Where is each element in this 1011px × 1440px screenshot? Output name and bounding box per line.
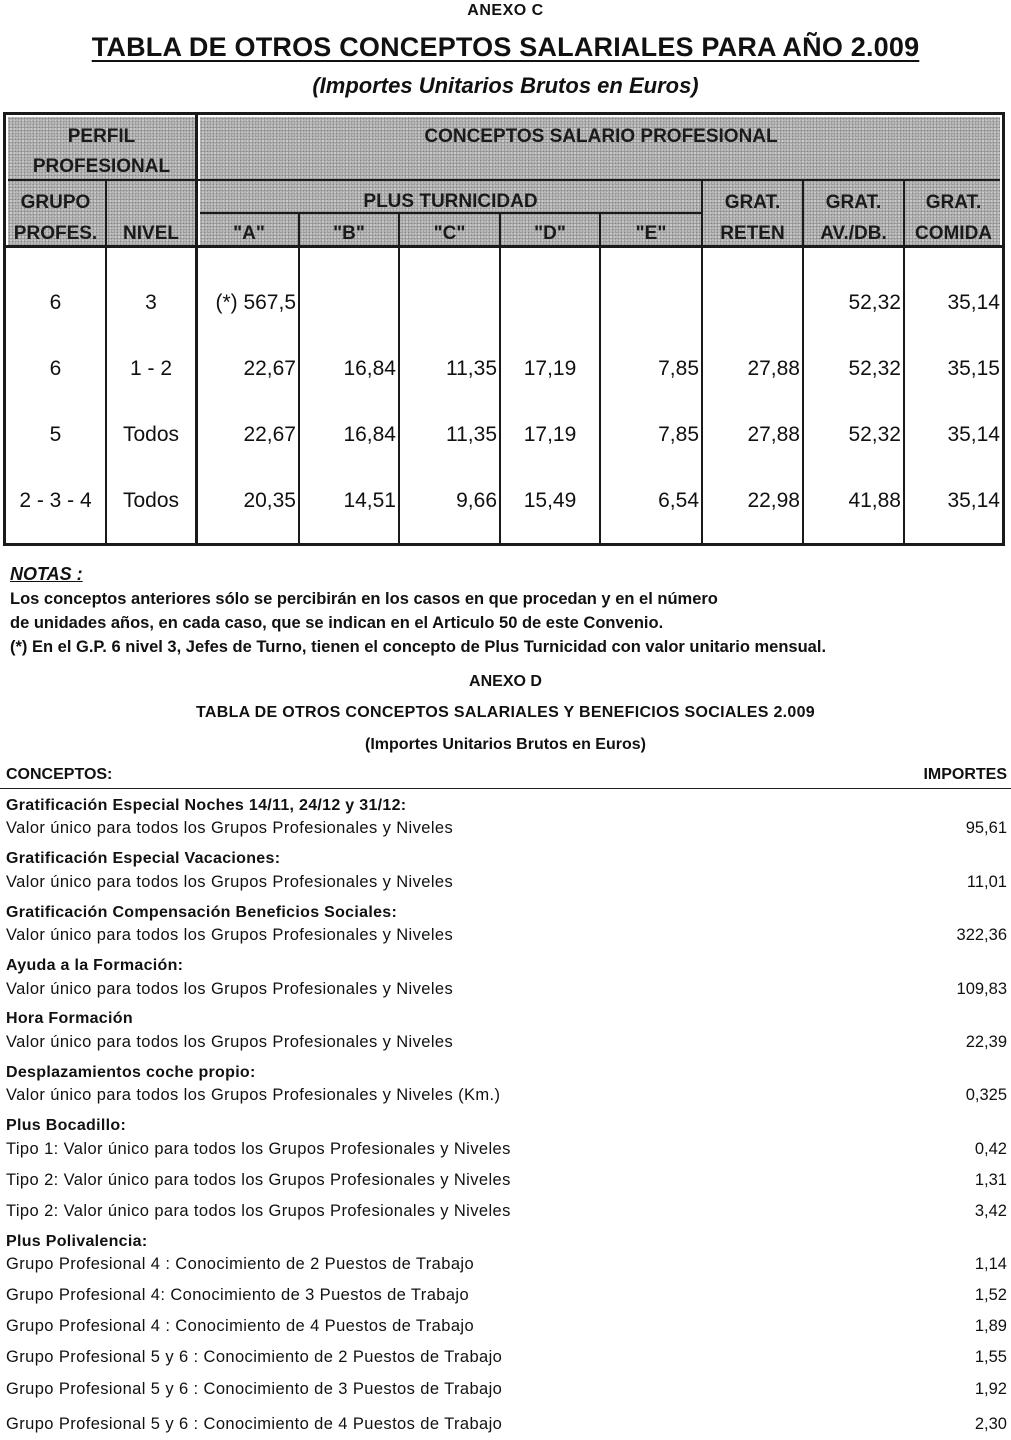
row2-reten: 27,88 — [747, 357, 800, 380]
row3-e: 7,85 — [658, 423, 699, 446]
row4-e: 6,54 — [658, 489, 699, 512]
item-desc-polivalencia-3: Grupo Profesional 4 : Conocimiento de 4 Puestos de Trabajo — [6, 1317, 475, 1335]
row2-a: 22,67 — [243, 357, 296, 380]
item-value-polivalencia-6: 2,30 — [974, 1415, 1007, 1433]
row1-grupo: 6 — [49, 291, 62, 314]
item-value-ayuda-formacion: 109,83 — [956, 980, 1007, 998]
item-value-polivalencia-4: 1,55 — [974, 1348, 1007, 1366]
section-heading-bocadillo: Plus Bocadillo: — [6, 1117, 127, 1134]
section-heading-desplazamientos: Desplazamientos coche propio: — [6, 1064, 256, 1081]
row4-b: 14,51 — [343, 489, 396, 512]
item-value-desplazamientos: 0,325 — [965, 1086, 1007, 1104]
item-desc-vacaciones: Valor único para todos los Grupos Profesionales y Niveles — [6, 873, 454, 891]
item-desc-polivalencia-4: Grupo Profesional 5 y 6 : Conocimiento de 2 Puestos de Trabajo — [6, 1348, 503, 1366]
row4-avdb: 41,88 — [848, 489, 901, 512]
header-col-c: "C" — [433, 223, 466, 244]
row4-nivel: Todos — [122, 489, 180, 512]
header-plus-turnicidad: PLUS TURNICIDAD — [363, 191, 538, 212]
row3-grupo: 5 — [49, 423, 62, 446]
row2-c: 11,35 — [446, 357, 497, 380]
annex-c-subtitle: (Importes Unitarios Brutos en Euros) — [312, 73, 699, 98]
row1-nivel: 3 — [145, 291, 157, 314]
row2-comida: 35,15 — [947, 357, 1000, 380]
item-value-vacaciones: 11,01 — [966, 873, 1007, 891]
header-nivel: NIVEL — [123, 223, 179, 244]
header-profes: PROFES. — [13, 223, 98, 244]
section-heading-polivalencia: Plus Polivalencia: — [6, 1233, 148, 1250]
section-heading-ayuda-formacion: Ayuda a la Formación: — [6, 957, 184, 974]
item-desc-bocadillo-3: Tipo 2: Valor único para todos los Grupos Profesionales y Niveles — [6, 1202, 511, 1220]
header-grat-avdb-1: GRAT. — [825, 192, 882, 213]
item-desc-hora-formacion: Valor único para todos los Grupos Profesionales y Niveles — [6, 1033, 454, 1051]
header-rule-2 — [200, 212, 703, 214]
notes-label: NOTAS : — [10, 564, 83, 584]
item-desc-ayuda-formacion: Valor único para todos los Grupos Profesionales y Niveles — [6, 980, 454, 998]
row2-e: 7,85 — [658, 357, 699, 380]
item-desc-polivalencia-5: Grupo Profesional 5 y 6 : Conocimiento de 3 Puestos de Trabajo — [6, 1380, 503, 1398]
row3-nivel: Todos — [122, 423, 180, 446]
annex-d-subtitle: (Importes Unitarios Brutos en Euros) — [365, 736, 646, 753]
item-value-beneficios: 322,36 — [956, 926, 1007, 944]
row3-a: 22,67 — [243, 423, 296, 446]
section-heading-noches: Gratificación Especial Noches 14/11, 24/12 y 31/12: — [6, 797, 407, 814]
item-value-polivalencia-5: 1,92 — [974, 1380, 1007, 1398]
row1-avdb: 52,32 — [848, 291, 901, 314]
header-grat-avdb-2: AV./DB. — [820, 223, 887, 244]
item-desc-polivalencia-6: Grupo Profesional 5 y 6 : Conocimiento de 4 Puestos de Trabajo — [6, 1415, 503, 1433]
annex-d-title: TABLA DE OTROS CONCEPTOS SALARIALES Y BENEFICIOS SOCIALES 2.009 — [195, 704, 815, 721]
item-value-noches: 95,61 — [965, 819, 1007, 837]
item-desc-noches: Valor único para todos los Grupos Profesionales y Niveles — [6, 819, 454, 837]
item-desc-desplazamientos: Valor único para todos los Grupos Profesionales y Niveles (Km.) — [6, 1086, 501, 1104]
row1-a: (*) 567,5 — [215, 291, 296, 314]
row3-comida: 35,14 — [947, 423, 1000, 446]
section-heading-beneficios: Gratificación Compensación Beneficios Sociales: — [6, 904, 398, 921]
row3-avdb: 52,32 — [848, 423, 901, 446]
annex-d-label: ANEXO D — [469, 673, 542, 690]
section-heading-vacaciones: Gratificación Especial Vacaciones: — [6, 850, 281, 867]
item-value-polivalencia-2: 1,52 — [974, 1286, 1007, 1304]
header-rule-1 — [8, 179, 1000, 181]
row4-grupo: 2 - 3 - 4 — [19, 489, 92, 512]
header-grat-comida-2: COMIDA — [914, 223, 993, 244]
item-desc-polivalencia-2: Grupo Profesional 4: Conocimiento de 3 Puestos de Trabajo — [6, 1286, 470, 1304]
header-col-d: "D" — [534, 223, 566, 244]
header-bottom-rule — [6, 245, 1002, 248]
header-col-b: "B" — [333, 223, 365, 244]
row2-d: 17,19 — [523, 357, 577, 380]
row4-a: 20,35 — [243, 489, 296, 512]
section-heading-hora-formacion: Hora Formación — [6, 1010, 133, 1027]
header-divider — [0, 788, 1011, 789]
note-line-2: de unidades años, en cada caso, que se indican en el Articulo 50 de este Convenio. — [10, 614, 664, 632]
header-grupo: GRUPO — [20, 192, 91, 213]
row1-comida: 35,14 — [947, 291, 1000, 314]
row4-comida: 35,14 — [947, 489, 1000, 512]
annex-c-title: TABLA DE OTROS CONCEPTOS SALARIALES PARA AÑO 2.009 — [91, 32, 920, 62]
header-col-e: "E" — [635, 223, 667, 244]
row4-reten: 22,98 — [747, 489, 800, 512]
row2-b: 16,84 — [343, 357, 396, 380]
item-value-bocadillo-1: 0,42 — [974, 1140, 1007, 1158]
row3-d: 17,19 — [523, 423, 577, 446]
row3-reten: 27,88 — [747, 423, 800, 446]
row4-d: 15,49 — [523, 489, 577, 512]
note-line-3: (*) En el G.P. 6 nivel 3, Jefes de Turno, tienen el concepto de Plus Turnicidad con valor unitario mensual. — [10, 638, 827, 656]
header-grat-reten-2: RETEN — [720, 223, 785, 244]
header-profesional: PROFESIONAL — [32, 156, 171, 177]
item-desc-bocadillo-1: Tipo 1: Valor único para todos los Grupos Profesionales y Niveles — [6, 1140, 511, 1158]
item-value-hora-formacion: 22,39 — [965, 1033, 1007, 1051]
col-divider-perfil — [195, 115, 198, 543]
item-value-polivalencia-3: 1,89 — [974, 1317, 1007, 1335]
amounts-header: IMPORTES — [923, 766, 1007, 783]
item-value-polivalencia-1: 1,14 — [974, 1255, 1007, 1273]
item-value-bocadillo-2: 1,31 — [974, 1171, 1007, 1189]
row2-nivel: 1 - 2 — [129, 357, 173, 380]
row4-c: 9,66 — [456, 489, 497, 512]
note-line-1: Los conceptos anteriores sólo se percibirán en los casos en que procedan y en el número — [10, 590, 718, 608]
item-desc-polivalencia-1: Grupo Profesional 4 : Conocimiento de 2 Puestos de Trabajo — [6, 1255, 475, 1273]
item-desc-beneficios: Valor único para todos los Grupos Profesionales y Niveles — [6, 926, 454, 944]
row2-grupo: 6 — [49, 357, 62, 380]
row2-avdb: 52,32 — [848, 357, 901, 380]
item-desc-bocadillo-2: Tipo 2: Valor único para todos los Grupos Profesionales y Niveles — [6, 1171, 511, 1189]
item-value-bocadillo-3: 3,42 — [974, 1202, 1007, 1220]
row3-c: 11,35 — [446, 423, 497, 446]
annex-c-label: ANEXO C — [467, 2, 544, 19]
row3-b: 16,84 — [343, 423, 396, 446]
header-grat-reten-1: GRAT. — [724, 192, 781, 213]
concepts-header: CONCEPTOS: — [6, 766, 113, 783]
salary-concepts-table — [3, 112, 1005, 546]
header-col-a: "A" — [233, 223, 265, 244]
header-grat-comida-1: GRAT. — [925, 192, 982, 213]
header-conceptos: CONCEPTOS SALARIO PROFESIONAL — [424, 126, 778, 147]
header-perfil: PERFIL — [67, 126, 136, 147]
